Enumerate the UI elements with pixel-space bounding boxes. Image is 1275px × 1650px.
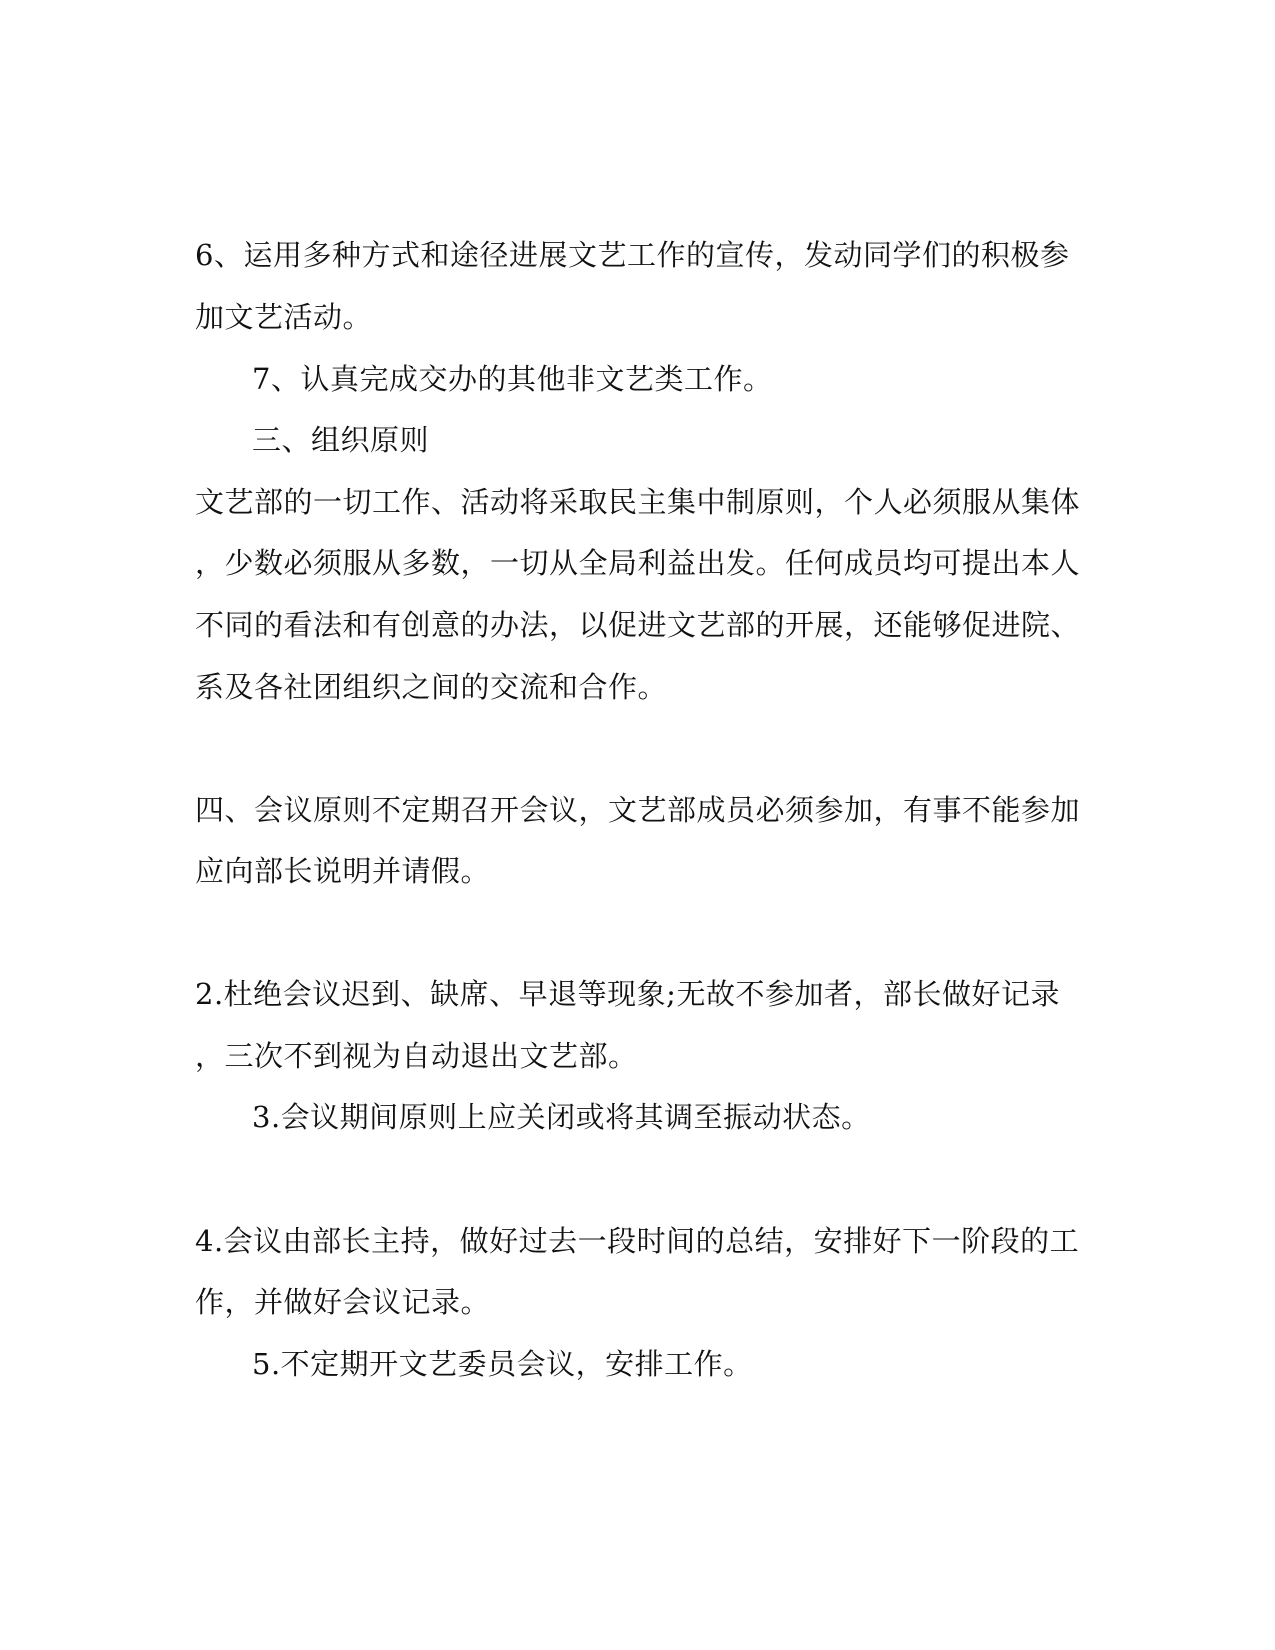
- text-line-6: ，少数必须服从多数，一切从全局利益出发。任何成员均可提出本人: [195, 546, 1081, 580]
- text-line-15: 作，并做好会议记录。: [195, 1285, 491, 1319]
- section-heading-4: 四、会议原则不定期召开会议，文艺部成员必须参加，有事不能参加: [195, 793, 1081, 827]
- text-line-5: 文艺部的一切工作、活动将采取民主集中制原则，个人必须服从集体: [195, 485, 1081, 519]
- text-line-3: 7、认真完成交办的其他非文艺类工作。: [252, 362, 773, 396]
- text-line-11: 2.杜绝会议迟到、缺席、早退等现象;无故不参加者，部长做好记录: [195, 977, 1060, 1011]
- text-line-10: 应向部长说明并请假。: [195, 854, 491, 888]
- text-line-16: 5.不定期开文艺委员会议，安排工作。: [252, 1347, 753, 1381]
- section-heading-3: 三、组织原则: [252, 423, 430, 457]
- text-line-7: 不同的看法和有创意的办法，以促进文艺部的开展，还能够促进院、: [195, 608, 1081, 642]
- text-line-8: 系及各社团组织之间的交流和合作。: [195, 670, 668, 704]
- text-line-13: 3.会议期间原则上应关闭或将其调至振动状态。: [252, 1100, 871, 1134]
- text-line-2: 加文艺活动。: [195, 300, 373, 334]
- text-line-1: 6、运用多种方式和途径进展文艺工作的宣传，发动同学们的积极参: [195, 238, 1070, 272]
- text-line-14: 4.会议由部长主持，做好过去一段时间的总结，安排好下一阶段的工: [195, 1224, 1080, 1258]
- text-line-12: ，三次不到视为自动退出文艺部。: [195, 1039, 638, 1073]
